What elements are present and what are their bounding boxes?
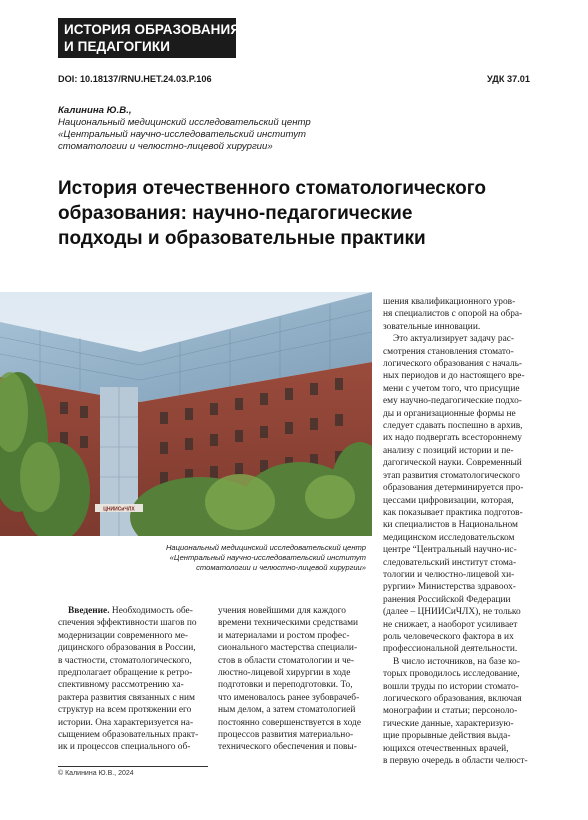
body-line: рактера развития связанных с ним	[58, 692, 195, 703]
body-line: В число источников, на базе ко-	[393, 656, 520, 667]
body-line: ки специалистов в Национальном	[383, 520, 518, 531]
title-line: образования: научно-педагогические	[58, 203, 413, 224]
body-line: логического образования, включая	[383, 694, 522, 704]
body-line: ных периодов и до настоящего вре-	[383, 371, 525, 382]
author-block	[58, 105, 418, 153]
body-line: смотрения становления стомато-	[383, 346, 514, 357]
copyright-notice: © Калинина Ю.В., 2024	[58, 770, 134, 777]
body-line: центре “Центральный научно-ис-	[383, 545, 517, 556]
body-line: их надо подвергать всестороннему	[383, 433, 522, 444]
body-line: и материалами и ростом профес-	[218, 630, 350, 641]
body-line: этап развития стоматологического	[383, 470, 520, 481]
body-line: как показывает практика подготов-	[383, 507, 523, 518]
body-line: ды и организационные формы не	[383, 408, 516, 419]
body-line: технического обеспечения и повы-	[218, 742, 357, 753]
body-line: гические данные, характеризую-	[383, 718, 514, 729]
body-column-3	[383, 296, 539, 767]
caption-line: «Центральный научно-исследовательский институт	[169, 553, 366, 562]
body-line: в частности, стоматологического,	[58, 655, 192, 666]
body-line: монографии и статьи; персоноло-	[383, 706, 518, 717]
body-line: учения новейшими для каждого	[218, 606, 346, 616]
body-line: подготовки и переподготовки. То,	[218, 680, 353, 691]
body-line: торых проводилось исследование,	[383, 669, 520, 680]
affiliation-line: Национальный медицинский исследовательский центр	[58, 117, 311, 128]
body-line: сыщением образовательных практ-	[58, 730, 199, 741]
body-line: спечения эффективности шагов по	[58, 618, 197, 629]
body-line: медицинском исследовательском	[383, 532, 515, 543]
body-line: ему научно-педагогические подхо-	[383, 396, 522, 407]
affiliation-line: стоматологии и челюстно-лицевой хирургии»	[58, 141, 273, 152]
author-name: Калинина Ю.В.,	[58, 105, 132, 116]
body-line: щие прорывные действия выда-	[383, 731, 511, 742]
body-line: профессиональной деятельности.	[383, 644, 518, 655]
body-line: логического образования с началь-	[383, 359, 523, 370]
body-line: вошли труды по истории стомато-	[383, 681, 519, 692]
title-line: История отечественного стоматологического	[58, 178, 486, 199]
rubric-line-1: ИСТОРИЯ ОБРАЗОВАНИЯ	[64, 22, 241, 37]
body-line: дагогической науки. Современный	[383, 458, 522, 469]
body-line: зовательные инновации.	[383, 321, 481, 332]
building-photo	[0, 292, 372, 536]
article-title	[58, 176, 538, 251]
body-column-2	[218, 605, 373, 754]
entrance-sign-text: ЦНИИСиЧЛХ	[103, 506, 135, 513]
body-line: что именовалось ранее зубоврачеб-	[218, 692, 360, 703]
intro-first-line: Необходимость обе-	[109, 606, 193, 616]
body-line: процессов развития материально-	[218, 730, 354, 741]
body-line: анализу с позиций истории и пе-	[383, 445, 514, 456]
body-line: в первую очередь в области челюст-	[383, 756, 528, 767]
body-line: сионального мастерства специали-	[218, 643, 358, 654]
udk-code: УДК 37.01	[487, 74, 530, 84]
body-column-1	[58, 605, 208, 754]
body-line: роль человеческого фактора в их	[383, 631, 514, 642]
body-line: следовательский институт стома-	[383, 557, 517, 568]
body-line: (далее – ЦНИИСиЧЛХ), не только	[383, 607, 521, 618]
body-line: ранения Российской Федерации	[383, 594, 511, 605]
body-line: рургии» Министерства здравоох-	[383, 582, 516, 593]
body-line: постоянно совершенствуется в ходе	[218, 717, 361, 728]
body-line: ным делом, а затем стоматологией	[218, 705, 356, 716]
title-line: подходы и образовательные практики	[58, 228, 426, 249]
body-line: структур на всем протяжении его	[58, 705, 192, 716]
body-line: Это актуализирует задачу рас-	[393, 334, 515, 345]
caption-line: стоматологии и челюстно-лицевой хирургии»	[196, 563, 366, 572]
photo-caption	[100, 543, 366, 573]
body-line: не снижает, а наоборот усиливает	[383, 619, 518, 630]
rubric-line-2: И ПЕДАГОГИКИ	[64, 39, 171, 54]
body-line: тологии и челюстно-лицевой хи-	[383, 569, 515, 580]
body-line: времени техническими средствами	[218, 618, 359, 629]
body-line: образования детерминируется про-	[383, 483, 524, 494]
body-line: шения квалификационного уров-	[383, 297, 516, 307]
affiliation-line: «Центральный научно-исследовательский институт	[58, 129, 307, 140]
body-line: предполагает обращение к ретро-	[58, 668, 193, 679]
caption-line: Национальный медицинский исследовательский центр	[165, 543, 366, 552]
intro-lead: Введение.	[68, 606, 110, 616]
body-line: спективному рассмотрению ха-	[58, 680, 184, 691]
body-line: модернизации современного ме-	[58, 630, 189, 641]
body-line: ющихся отечественных врачей,	[383, 743, 509, 754]
body-line: мени с учетом того, что присущие	[383, 383, 520, 394]
body-line: люстно-лицевой хирургии в ходе	[218, 668, 351, 679]
body-line: стов в области стоматологии и че-	[218, 655, 354, 666]
body-line	[58, 605, 208, 617]
rubric-label	[58, 18, 241, 58]
body-line: следует сдавать поспешно в архив,	[383, 421, 523, 432]
body-line: ня специалистов с опорой на обра-	[383, 309, 523, 320]
body-line: дицинского образования в России,	[58, 643, 196, 654]
footnote-divider	[58, 766, 208, 767]
body-line: цессами цифровизации, которая,	[383, 495, 514, 506]
doi-link[interactable]: DOI: 10.18137/RNU.HET.24.03.P.106	[58, 74, 212, 84]
body-line: ик и процессов специального об-	[58, 742, 191, 753]
body-line: истории. Она характеризуется на-	[58, 717, 194, 728]
